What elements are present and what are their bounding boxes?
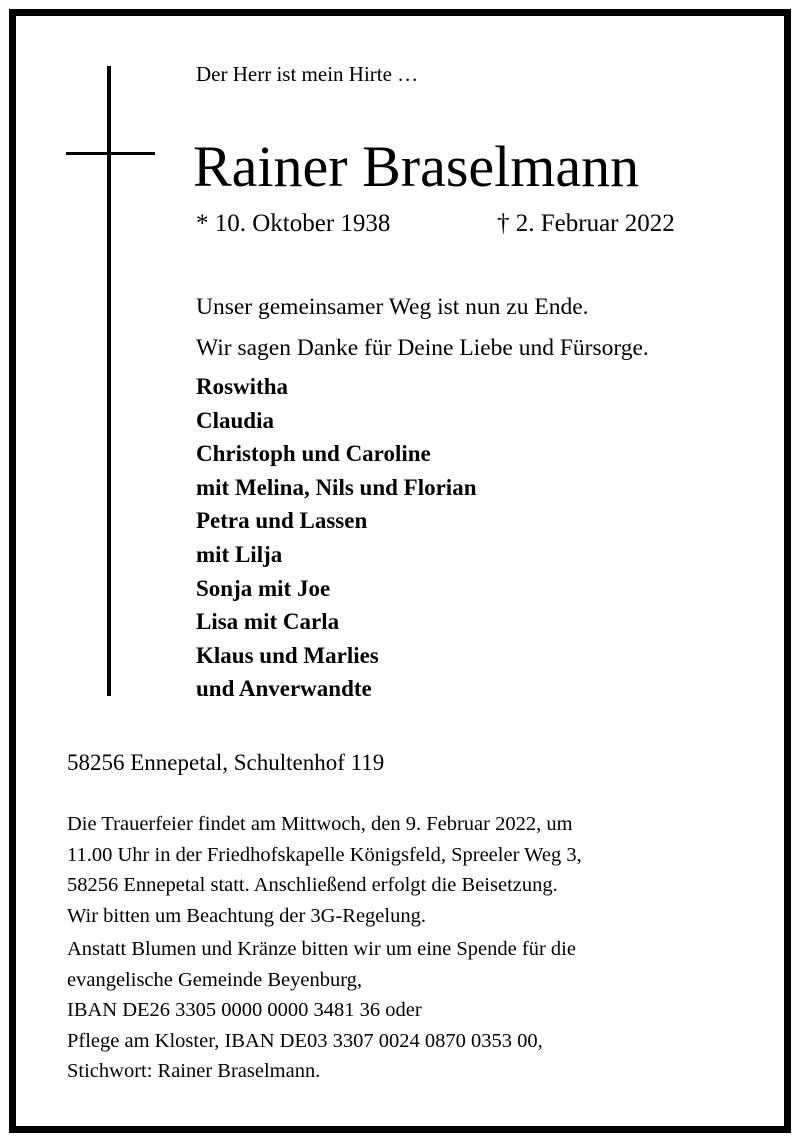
family-member: Sonja mit Joe xyxy=(196,575,331,601)
cross-horizontal-bar xyxy=(66,152,155,155)
service-line: 11.00 Uhr in der Friedhofskapelle Königsfeld, Spreeler Weg 3, xyxy=(67,843,582,866)
farewell-line: Wir sagen Danke für Deine Liebe und Fürsorge. xyxy=(196,335,649,361)
donation-line: IBAN DE26 3305 0000 0000 3481 36 oder xyxy=(67,999,422,1021)
cross-vertical-bar xyxy=(107,66,111,696)
family-member: Klaus und Marlies xyxy=(196,642,379,668)
donation-line: Pflege am Kloster, IBAN DE03 3307 0024 0870 0353 00, xyxy=(67,1029,543,1052)
farewell-text xyxy=(196,287,649,369)
donation-line: Anstatt Blumen und Kränze bitten wir um eine Spende für die xyxy=(67,938,576,960)
service-line: Wir bitten um Beachtung der 3G-Regelung. xyxy=(67,904,426,927)
family-member: mit Melina, Nils und Florian xyxy=(196,474,477,500)
address: 58256 Ennepetal, Schultenhof 119 xyxy=(67,750,385,775)
birth-date: * 10. Oktober 1938 xyxy=(196,210,391,237)
family-member: Lisa mit Carla xyxy=(196,609,340,635)
funeral-service-info xyxy=(67,809,582,931)
family-member: und Anverwandte xyxy=(196,676,372,702)
service-line: Die Trauerfeier findet am Mittwoch, den 9. Februar 2022, um xyxy=(67,813,573,835)
motto: Der Herr ist mein Hirte … xyxy=(196,62,419,86)
family-member: Christoph und Caroline xyxy=(196,441,431,467)
donation-info xyxy=(67,934,576,1087)
family-member: mit Lilja xyxy=(196,541,283,567)
service-line: 58256 Ennepetal statt. Anschließend erfolgt die Beisetzung. xyxy=(67,874,558,896)
donation-line: evangelische Gemeinde Beyenburg, xyxy=(67,968,363,991)
death-date: † 2. Februar 2022 xyxy=(497,210,675,237)
family-member: Claudia xyxy=(196,407,274,433)
family-member: Roswitha xyxy=(196,374,289,399)
deceased-name: Rainer Braselmann xyxy=(193,134,640,199)
donation-line: Stichwort: Rainer Braselmann. xyxy=(67,1060,321,1082)
family-list xyxy=(196,370,477,706)
family-member: Petra und Lassen xyxy=(196,508,368,534)
farewell-line: Unser gemeinsamer Weg ist nun zu Ende. xyxy=(196,294,589,320)
